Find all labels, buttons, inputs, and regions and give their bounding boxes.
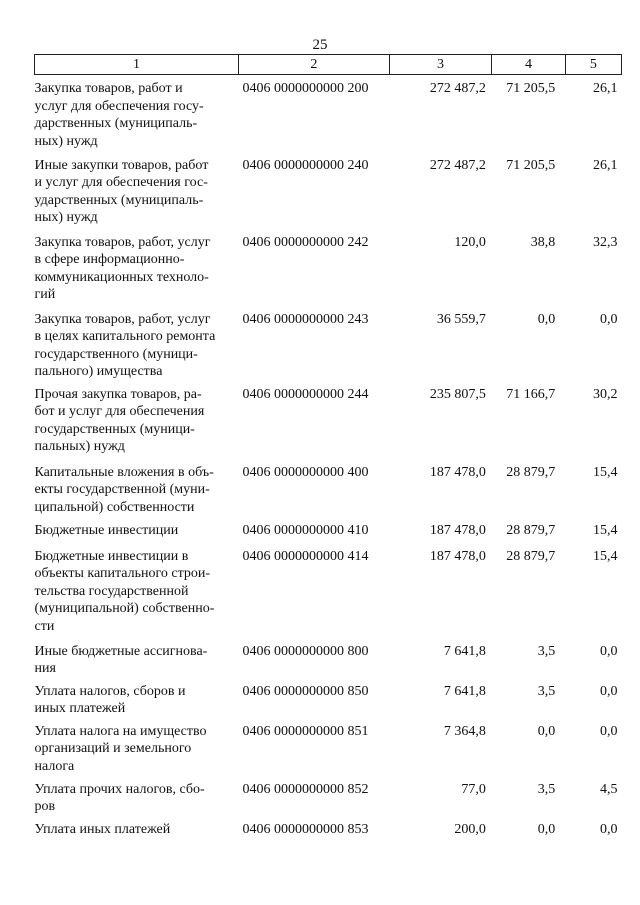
row-col3: 36 559,7 [436,311,486,327]
row-name: Бюджетные инвестиции в объекты капитального строи- тельства государственной (муниципальной) собственно- сти [34,548,215,634]
row-col3: 7 641,8 [443,683,486,699]
row-col4: 0,0 [537,723,556,739]
table-row [35,75,622,152]
row-name: Уплата налогов, сборов и иных платежей [34,683,186,716]
row-col3: 200,0 [454,821,486,837]
row-code: 0406 0000000000 414 [242,548,369,564]
header-col-2: 2 [239,55,390,75]
row-col5: 4,5 [600,781,618,797]
row-col5: 0,0 [600,311,618,327]
row-col5: 0,0 [600,683,618,699]
row-col5: 15,4 [593,464,618,480]
row-col4: 3,5 [537,643,556,659]
row-code: 0406 0000000000 240 [242,157,369,173]
row-name: Иные закупки товаров, работ и услуг для обеспечения гос- ударственных (муниципаль- ных) нужд [34,157,209,225]
row-col3: 7 641,8 [443,643,486,659]
row-name: Иные бюджетные ассигнова- ния [34,643,208,676]
row-code: 0406 0000000000 410 [242,522,369,538]
row-col3: 7 364,8 [443,723,486,739]
row-code: 0406 0000000000 853 [242,821,369,837]
row-col3: 272 487,2 [429,81,486,96]
table-row [35,816,622,842]
row-col3: 77,0 [461,781,486,797]
table-header [35,55,622,75]
header-col-1: 1 [35,55,239,75]
row-code: 0406 0000000000 852 [242,781,369,797]
row-name: Закупка товаров, работ и услуг для обеспечения госу- дарственных (муниципаль- ных) нужд [34,81,204,149]
row-col5: 0,0 [600,643,618,659]
table-row [35,152,622,229]
row-col4: 71 166,7 [506,386,556,402]
row-col4: 28 879,7 [506,522,556,538]
row-col5: 26,1 [593,81,618,96]
table-row [35,678,622,718]
row-col3: 187 478,0 [429,464,486,480]
row-name: Бюджетные инвестиции [34,522,179,538]
row-code: 0406 0000000000 242 [242,234,369,250]
row-name: Капитальные вложения в объ- екты государственной (муни- ципальной) собственности [34,464,214,515]
table-row [35,381,622,459]
header-col-5: 5 [565,55,621,75]
row-col5: 0,0 [600,723,618,739]
row-col4: 71 205,5 [506,157,556,173]
row-col5: 32,3 [593,234,618,250]
row-name: Уплата иных платежей [34,821,171,837]
row-col3: 187 478,0 [429,522,486,538]
row-code: 0406 0000000000 800 [242,643,369,659]
table-row [35,718,622,776]
table-row [35,306,622,381]
row-code: 0406 0000000000 200 [242,81,369,96]
row-col5: 26,1 [593,157,618,173]
row-col4: 71 205,5 [506,81,556,96]
table-body [35,75,622,842]
row-name: Уплата прочих налогов, сбо- ров [34,781,205,814]
row-code: 0406 0000000000 851 [242,723,369,739]
row-col4: 28 879,7 [506,548,556,564]
row-col4: 0,0 [537,821,556,837]
table-row [35,459,622,517]
row-col4: 0,0 [537,311,556,327]
table-row [35,638,622,678]
budget-table [34,54,622,842]
table-row [35,543,622,638]
table-row [35,776,622,816]
row-name: Прочая закупка товаров, ра- бот и услуг для обеспечения государственных (муници- пальных) нужд [34,386,205,454]
row-col5: 15,4 [593,548,618,564]
header-col-4: 4 [492,55,565,75]
row-name: Закупка товаров, работ, услуг в сфере информационно- коммуникационных техноло- гий [34,234,211,302]
row-col4: 3,5 [537,781,556,797]
table-row [35,229,622,306]
row-name: Уплата налога на имущество организаций и земельного налога [34,723,207,774]
row-code: 0406 0000000000 243 [242,311,369,327]
row-col3: 120,0 [454,234,486,250]
row-col5: 0,0 [600,821,618,837]
row-code: 0406 0000000000 850 [242,683,369,699]
row-col5: 30,2 [593,386,618,402]
row-col4: 3,5 [537,683,556,699]
row-col3: 187 478,0 [429,548,486,564]
header-col-3: 3 [389,55,492,75]
row-name: Закупка товаров, работ, услуг в целях капитального ремонта государственного (муници- пального) имущества [34,311,216,379]
header-row [35,55,622,75]
row-code: 0406 0000000000 400 [242,464,369,480]
page-number: 25 [312,37,328,53]
row-col4: 28 879,7 [506,464,556,480]
row-col3: 272 487,2 [429,157,486,173]
row-col5: 15,4 [593,522,618,538]
row-code: 0406 0000000000 244 [242,386,369,402]
row-col3: 235 807,5 [429,386,486,402]
row-col4: 38,8 [530,234,556,250]
table-row [35,517,622,543]
